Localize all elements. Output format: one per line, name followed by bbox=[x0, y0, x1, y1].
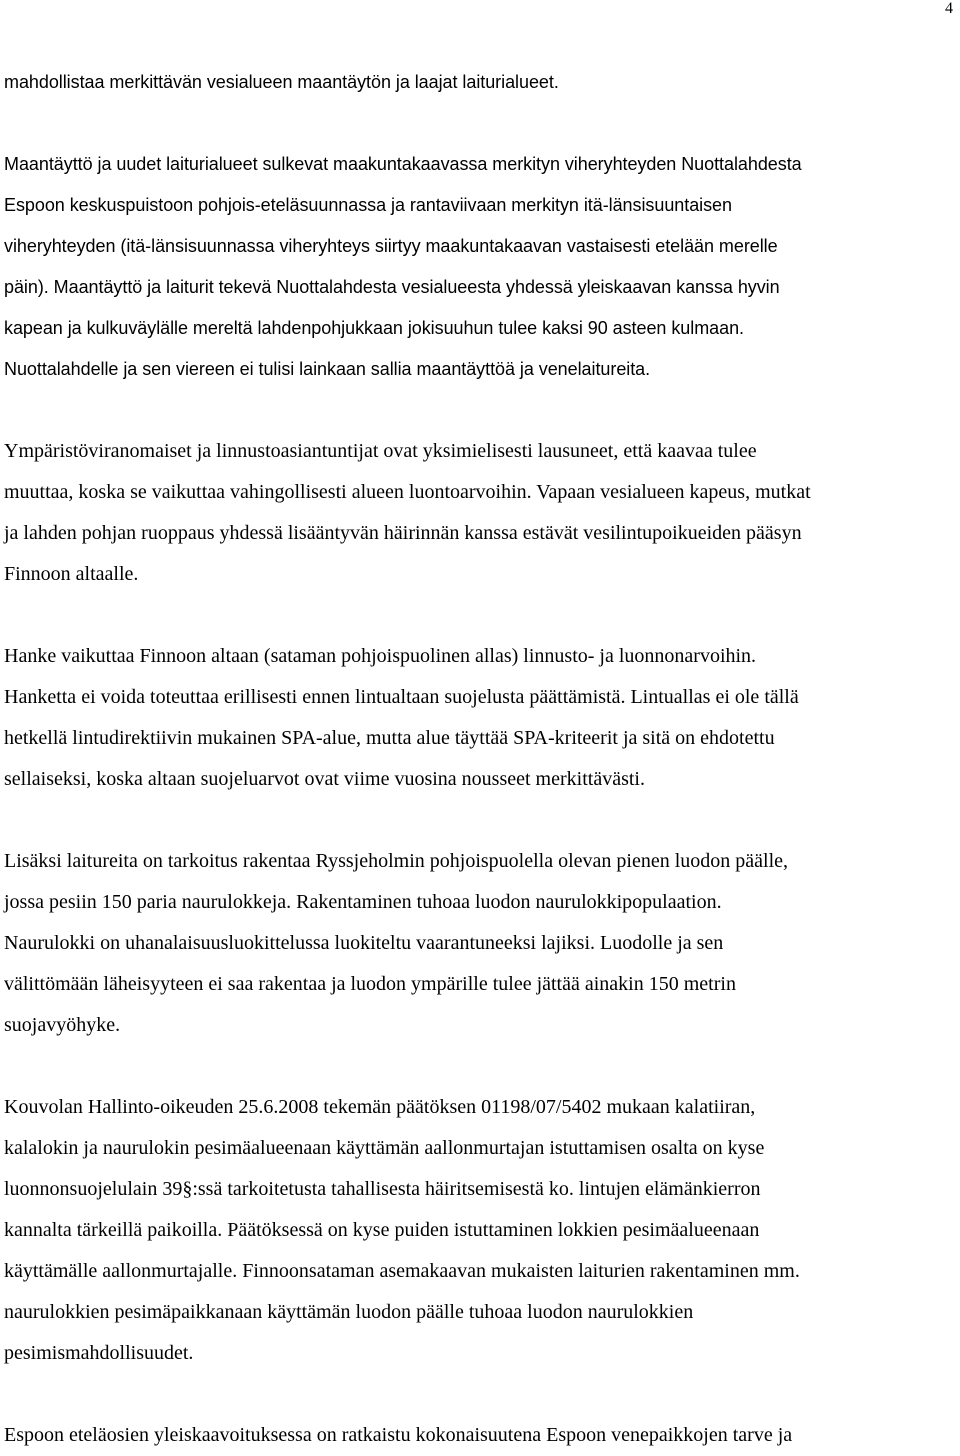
text-line: suojavyöhyke. bbox=[4, 1014, 121, 1036]
text-line: hetkellä lintudirektiivin mukainen SPA-alue, mutta alue täyttää SPA-kriteerit ja sitä on ehdotettu bbox=[4, 727, 775, 749]
text-line: Espoon keskuspuistoon pohjois-eteläsuunnassa ja rantaviivaan merkityn itä-länsisuuntaisen bbox=[4, 195, 732, 215]
text-line: Hanketta ei voida toteuttaa erillisesti ennen lintualtaan suojelusta päättämistä. Lintuallas ei ole tällä bbox=[4, 686, 799, 708]
text-line: pesimismahdollisuudet. bbox=[4, 1342, 194, 1364]
page-number: 4 bbox=[945, 0, 953, 17]
text-line: käyttämälle aallonmurtajalle. Finnoonsataman asemakaavan mukaisten laiturien rakentaminen mm. bbox=[4, 1260, 800, 1282]
text-line: Lisäksi laitureita on tarkoitus rakentaa Ryssjeholmin pohjoispuolella olevan pienen luodon päälle, bbox=[4, 850, 789, 872]
paragraph bbox=[4, 636, 958, 800]
text-line: kalalokin ja naurulokin pesimäalueenaan käyttämän aallonmurtajan istuttamisen osalta on kyse bbox=[4, 1137, 765, 1159]
text-line: luonnonsuojelulain 39§:ssä tarkoitetusta tahallisesta häiritsemisestä ko. lintujen elämänkierron bbox=[4, 1178, 761, 1200]
paragraph bbox=[4, 1415, 958, 1456]
text-line: Kouvolan Hallinto-oikeuden 25.6.2008 tekemän päätöksen 01198/07/5402 mukaan kalatiiran, bbox=[4, 1096, 756, 1118]
paragraph-gap bbox=[4, 1374, 958, 1415]
text-line: mahdollistaa merkittävän vesialueen maantäytön ja laajat laiturialueet. bbox=[4, 72, 559, 92]
document-body bbox=[4, 62, 958, 1456]
paragraph bbox=[4, 431, 958, 595]
text-line: viheryhteyden (itä-länsisuunnassa viheryhteys siirtyy maakuntakaavan vastaisesti etelään merelle bbox=[4, 236, 778, 256]
text-line: naurulokkien pesimäpaikkanaan käyttämän luodon päälle tuhoaa luodon naurulokkien bbox=[4, 1301, 694, 1323]
paragraph-gap bbox=[4, 1046, 958, 1087]
text-line: ja lahden pohjan ruoppaus yhdessä lisääntyvän häirinnän kanssa estävät vesilintupoikueiden pääsyn bbox=[4, 522, 802, 544]
paragraph bbox=[4, 62, 958, 103]
text-line: kannalta tärkeillä paikoilla. Päätöksessä on kyse puiden istuttaminen lokkien pesimäalueenaan bbox=[4, 1219, 760, 1241]
text-line: Maantäyttö ja uudet laiturialueet sulkevat maakuntakaavassa merkityn viheryhteyden Nuottalahdesta bbox=[4, 154, 802, 174]
text-line: Finnoon altaalle. bbox=[4, 563, 139, 585]
paragraph bbox=[4, 841, 958, 1046]
text-line: Nuottalahdelle ja sen viereen ei tulisi lainkaan sallia maantäyttöä ja venelaitureita. bbox=[4, 359, 651, 379]
text-line: päin). Maantäyttö ja laiturit tekevä Nuottalahdesta vesialueesta yhdessä yleiskaavan kanssa hyvin bbox=[4, 277, 780, 297]
text-line: Naurulokki on uhanalaisuusluokittelussa luokiteltu vaarantuneeksi lajiksi. Luodolle ja sen bbox=[4, 932, 724, 954]
text-line: Ympäristöviranomaiset ja linnustoasiantuntijat ovat yksimielisesti lausuneet, että kaavaa tulee bbox=[4, 440, 757, 462]
paragraph-gap bbox=[4, 595, 958, 636]
text-line: Hanke vaikuttaa Finnoon altaan (sataman pohjoispuolinen allas) linnusto- ja luonnonarvoihin. bbox=[4, 645, 757, 667]
text-line: kapean ja kulkuväylälle mereltä lahdenpohjukkaan jokisuuhun tulee kaksi 90 asteen kulmaan. bbox=[4, 318, 744, 338]
text-line: välittömään läheisyyteen ei saa rakentaa ja luodon ympärille tulee jättää ainakin 150 metrin bbox=[4, 973, 736, 995]
paragraph-gap bbox=[4, 103, 958, 144]
paragraph bbox=[4, 144, 958, 390]
paragraph-gap bbox=[4, 390, 958, 431]
text-line: jossa pesiin 150 paria naurulokkeja. Rakentaminen tuhoaa luodon naurulokkipopulaation. bbox=[4, 891, 722, 913]
text-line: sellaiseksi, koska altaan suojeluarvot ovat viime vuosina nousseet merkittävästi. bbox=[4, 768, 645, 790]
paragraph-gap bbox=[4, 800, 958, 841]
text-line: Espoon eteläosien yleiskaavoituksessa on ratkaistu kokonaisuutena Espoon venepaikkojen tarve ja bbox=[4, 1424, 793, 1446]
paragraph bbox=[4, 1087, 958, 1374]
text-line: muuttaa, koska se vaikuttaa vahingollisesti alueen luontoarvoihin. Vapaan vesialueen kapeus, mutkat bbox=[4, 481, 811, 503]
